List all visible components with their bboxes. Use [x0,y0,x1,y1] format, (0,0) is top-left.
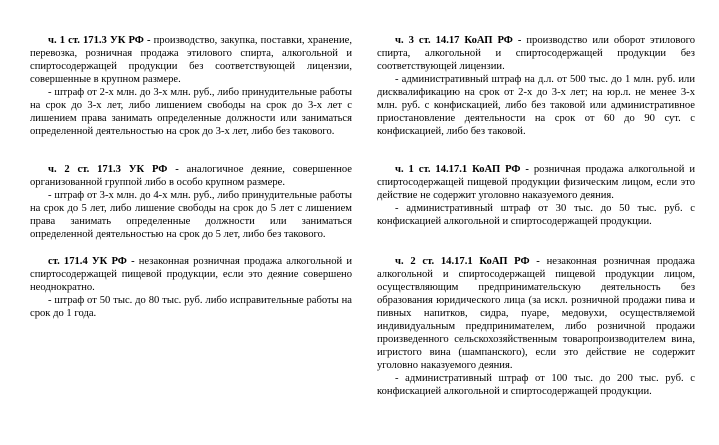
article-text: аналогичное деяние, совершенное организованной группой либо в особо крупном размере. [30,164,352,188]
article-reference: ч. 2 ст. 14.17.1 КоАП РФ - [395,256,540,267]
article-penalty: - административный штраф от 100 тыс. до 200 тыс. руб. с конфискацией алкогольной и спиртосодержащей продукции. [377,373,695,397]
article-block [30,163,352,241]
article-block [377,255,695,398]
article-text: производство или оборот этилового спирта, алкогольной и спиртосодержащей продукции без соответствующей лицензии. [377,35,695,72]
article-penalty: - административный штраф от 30 тыс. до 50 тыс. руб. с конфискацией алкогольной и спиртосодержащей продукции. [377,203,695,227]
article-description [30,255,352,294]
article-reference: ч. 2 ст. 171.3 УК РФ - [48,164,179,175]
article-reference: ч. 1 ст. 171.3 УК РФ - [48,35,151,46]
article-block [30,255,352,320]
article-description [377,255,695,372]
article-description [377,34,695,73]
article-penalty: - штраф от 3-х млн. до 4-х млн. руб., либо принудительные работы на срок до 5 лет, либо лишение свободы на срок до 5 лет с лишением права занимать определенные должности или заниматься определенной деятельностью на срок до 5 лет, либо без такового. [30,190,352,240]
article-penalty: - штраф от 2-х млн. до 3-х млн. руб., либо принудительные работы на срок до 3-х лет, либо лишением свободы на срок до 3-х лет с лишением права занимать определенные должности или заниматься определенной деятельностью на срок до 3-х лет, либо без такового. [30,87,352,137]
article-reference: ст. 171.4 УК РФ - [48,256,135,267]
article-description [377,163,695,202]
article-text: розничная продажа алкогольной и спиртосодержащей пищевой продукции физическим лицом, если это действие не содержит уголовно наказуемого деяния. [377,164,695,201]
article-text: незаконная розничная продажа алкогольной и спиртосодержащей пищевой продукции, если это деяние совершено неоднократно. [30,256,353,293]
article-block [30,34,352,138]
article-block [377,34,695,138]
article-penalty: - административный штраф на д.л. от 500 тыс. до 1 млн. руб. или дисквалификацию на срок от 2-х до 3-х лет; на юр.л. не менее 3-х млн. руб. с конфискацией, либо без таковой или административное приостановление деятельности на срок от 60 до 90 сут. с конфискацией, либо без таковой. [377,74,695,137]
article-block [377,163,695,228]
article-description [30,163,352,189]
article-reference: ч. 1 ст. 14.17.1 КоАП РФ - [395,164,529,175]
article-text: незаконная розничная продажа алкогольной и спиртосодержащей пищевой продукции лицом, осуществляющим предпринимательскую деятельность без образования юридического лица (за искл. розничной продажи пива и пивных напитков, сидра, пуаре, медовухи, осуществляемой индивидуальным предпринимателем, либо розничной продажи произведенного сельскохозяйственным товаропроизводителем вина, игристого вина (шампанского), если это действие не содержит уголовно наказуемого деяния. [377,256,696,371]
article-description [30,34,352,86]
article-reference: ч. 3 ст. 14.17 КоАП РФ - [395,35,522,46]
article-penalty: - штраф от 50 тыс. до 80 тыс. руб. либо исправительные работы на срок до 1 года. [30,295,352,319]
article-text: производство, закупка, поставки, хранение, перевозка, розничная продажа этилового спирта, алкогольной и спиртосодержащей продукции без соответствующей лицензии, совершенные в крупном размере. [30,35,352,85]
